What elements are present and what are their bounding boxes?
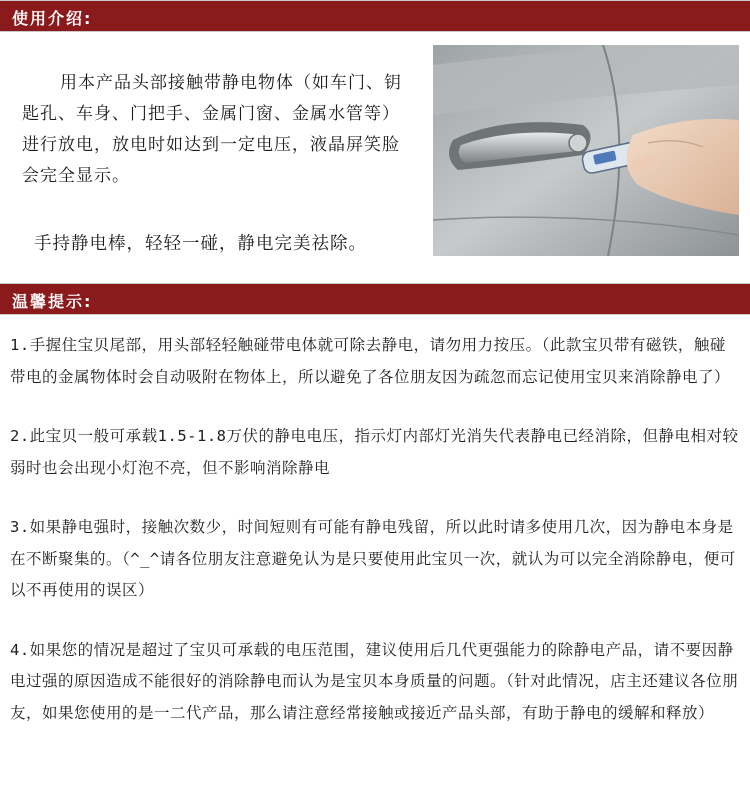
car-door-photo bbox=[433, 45, 739, 256]
usage-section-title: 使用介绍: bbox=[12, 9, 93, 28]
intro-slogan: 手持静电棒，轻轻一碰，静电完美祛除。 bbox=[34, 234, 367, 254]
car-door-illustration bbox=[433, 45, 739, 256]
tip-item: 3.如果静电强时，接触次数少，时间短则有可能有静电残留，所以此时请多使用几次，因为静电本身是在不断聚集的。（^_^请各位朋友注意避免认为是只要使用此宝贝一次，就认为可以完全消除静电，便可以不再使用的误区） bbox=[10, 518, 736, 599]
tip-item: 1.手握住宝贝尾部，用头部轻轻触碰带电体就可除去静电，请勿用力按压。（此款宝贝带有磁铁，触碰带电的金属物体时会自动吸附在物体上，所以避免了各位朋友因为疏忽而忘记使用宝贝来消除静电了） bbox=[10, 336, 731, 386]
intro-paragraph bbox=[22, 68, 417, 192]
usage-header-bar bbox=[0, 0, 750, 32]
tips-list bbox=[10, 330, 740, 757]
tip-item: 2.此宝贝一般可承载1.5-1.8万伏的静电电压，指示灯内部灯光消失代表静电已经消除，但静电相对较弱时也会出现小灯泡不亮，但不影响消除静电 bbox=[10, 427, 739, 477]
tips-section-title: 温馨提示: bbox=[12, 292, 93, 311]
tips-header-bar bbox=[0, 283, 750, 315]
intro-text: 用本产品头部接触带静电物体（如车门、钥匙孔、车身、门把手、金属门窗、金属水管等）进行放电，放电时如达到一定电压，液晶屏笑脸会完全显示。 bbox=[22, 73, 402, 186]
tip-item: 4.如果您的情况是超过了宝贝可承载的电压范围，建议使用后几代更强能力的除静电产品，请不要因静电过强的原因造成不能很好的消除静电而认为是宝贝本身质量的问题。（针对此情况，店主还建议各位朋友，如果您使用的是一二代产品，那么请注意经常接触或接近产品头部，有助于静电的缓解和释放） bbox=[10, 640, 739, 722]
